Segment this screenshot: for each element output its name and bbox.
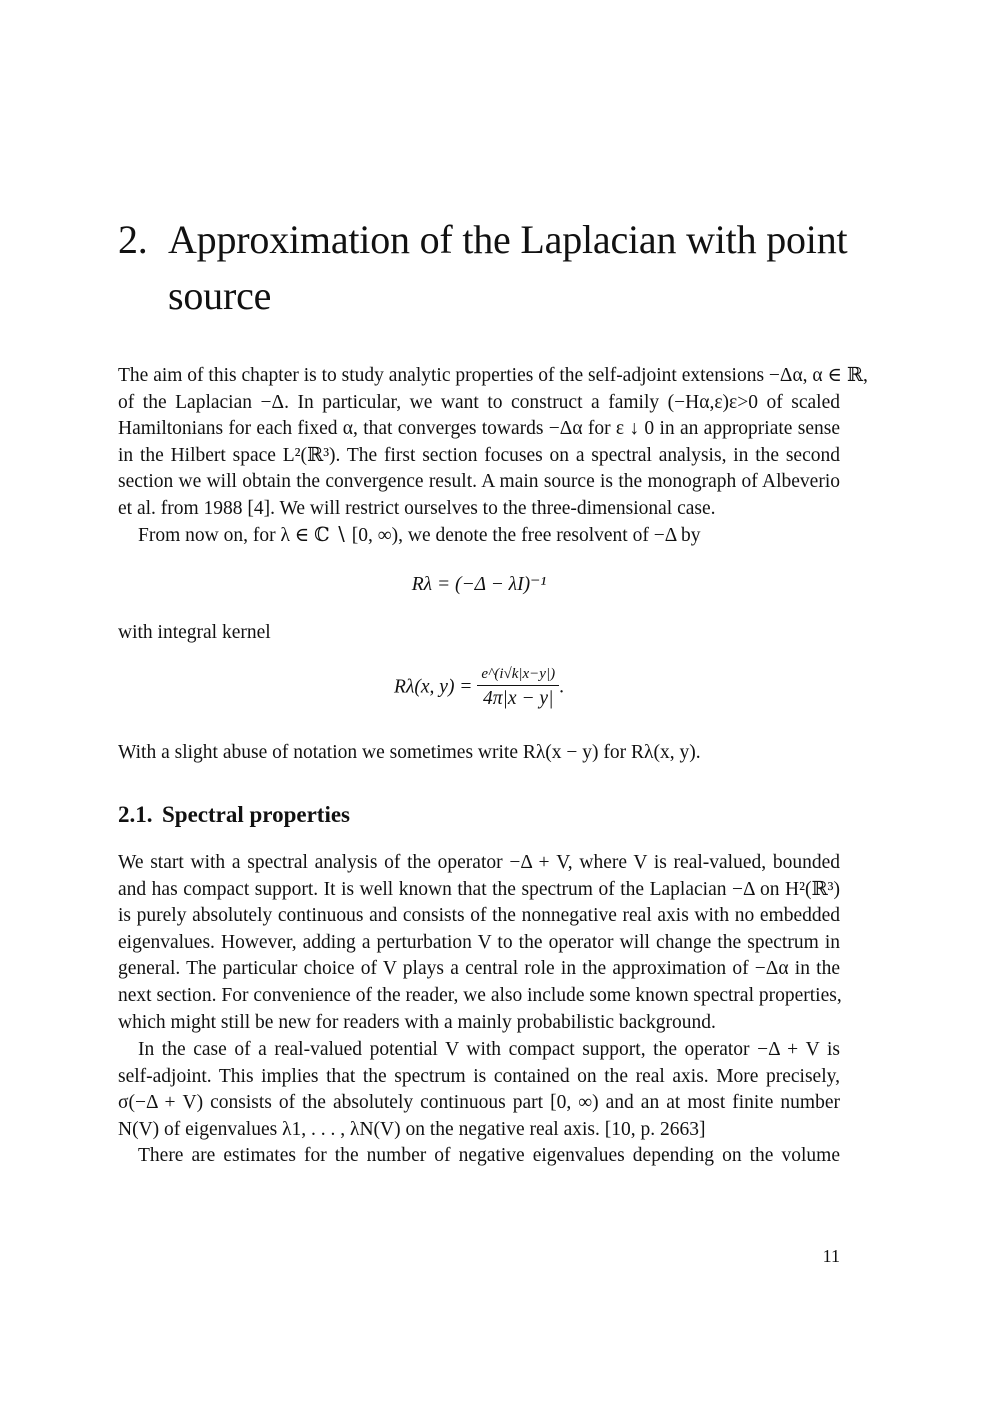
section-line: eigenvalues. However, adding a perturbation V to the operator will change the spectrum in <box>118 931 840 953</box>
chapter-title <box>118 212 858 324</box>
from-now-on-line: From now on, for λ ∈ ℂ ∖ [0, ∞), we denote the free resolvent of −Δ by <box>138 524 701 546</box>
section-line: and has compact support. It is well known that the spectrum of the Laplacian −Δ on H²(ℝ³) <box>118 878 840 900</box>
intro-line: of the Laplacian −Δ. In particular, we want to construct a family (−Hα,ε)ε>0 of scaled <box>118 391 840 413</box>
intro-line: The aim of this chapter is to study analytic properties of the self-adjoint extensions −Δα, α ∈ ℝ, <box>118 365 868 386</box>
resolvent-equation <box>118 572 840 596</box>
intro-line: section we will obtain the convergence result. A main source is the monograph of Albeverio <box>118 471 840 493</box>
section-line: next section. For convenience of the reader, we also include some known spectral properties, <box>118 984 842 1006</box>
section-title-text: Spectral properties <box>162 802 351 827</box>
intro-paragraph <box>118 363 868 549</box>
section-line: N(V) of eigenvalues λ1, . . . , λN(V) on the negative real axis. [10, p. 2663] <box>118 1118 706 1140</box>
section-line: In the case of a real-valued potential V with compact support, the operator −Δ + V is <box>138 1039 840 1060</box>
kernel-lhs: Rλ(x, y) = <box>394 676 473 698</box>
section-paragraph-2 <box>118 1037 840 1143</box>
kernel-equation <box>118 666 840 710</box>
section-paragraph-1 <box>118 850 840 1036</box>
abuse-notation-paragraph <box>118 740 840 767</box>
section-line: general. The particular choice of V plays a central role in the approximation of −Δα in the <box>118 958 840 980</box>
section-line: which might still be new for readers with a mainly probabilistic background. <box>118 1011 716 1033</box>
section-heading <box>118 800 350 830</box>
kernel-fraction <box>477 666 559 710</box>
section-line: σ(−Δ + V) consists of the absolutely continuous part [0, ∞) and an at most finite number <box>118 1092 840 1114</box>
intro-line: et al. from 1988 [4]. We will restrict ourselves to the three-dimensional case. <box>118 497 716 519</box>
section-line: There are estimates for the number of negative eigenvalues depending on the volume <box>138 1145 840 1166</box>
kernel-end: . <box>559 676 564 698</box>
page-number: 11 <box>822 1246 840 1266</box>
section-line: self-adjoint. This implies that the spectrum is contained on the real axis. More precisely, <box>118 1065 840 1087</box>
with-integral-kernel-text: with integral kernel <box>118 622 271 643</box>
integral-kernel-line <box>118 620 840 647</box>
resolvent-formula: Rλ = (−Δ − λI)⁻¹ <box>411 574 547 595</box>
chapter-title-text: Approximation of the Laplacian with point source <box>168 217 848 318</box>
abuse-notation-text: With a slight abuse of notation we sometimes write Rλ(x − y) for Rλ(x, y). <box>118 742 701 763</box>
kernel-denominator: 4π|x − y| <box>477 685 559 710</box>
kernel-numerator: e^(i√k|x−y|) <box>481 666 556 682</box>
section-number: 2.1. <box>118 802 153 827</box>
chapter-number: 2. <box>118 217 148 262</box>
intro-line: Hamiltonians for each fixed α, that converges towards −Δα for ε ↓ 0 in an appropriate sense <box>118 418 840 440</box>
section-line: We start with a spectral analysis of the operator −Δ + V, where V is real-valued, bounded <box>118 852 840 873</box>
section-paragraph-3 <box>118 1143 840 1170</box>
section-line: is purely absolutely continuous and consists of the nonnegative real axis with no embedded <box>118 905 840 927</box>
intro-line: in the Hilbert space L²(ℝ³). The first section focuses on a spectral analysis, in the second <box>118 444 840 466</box>
